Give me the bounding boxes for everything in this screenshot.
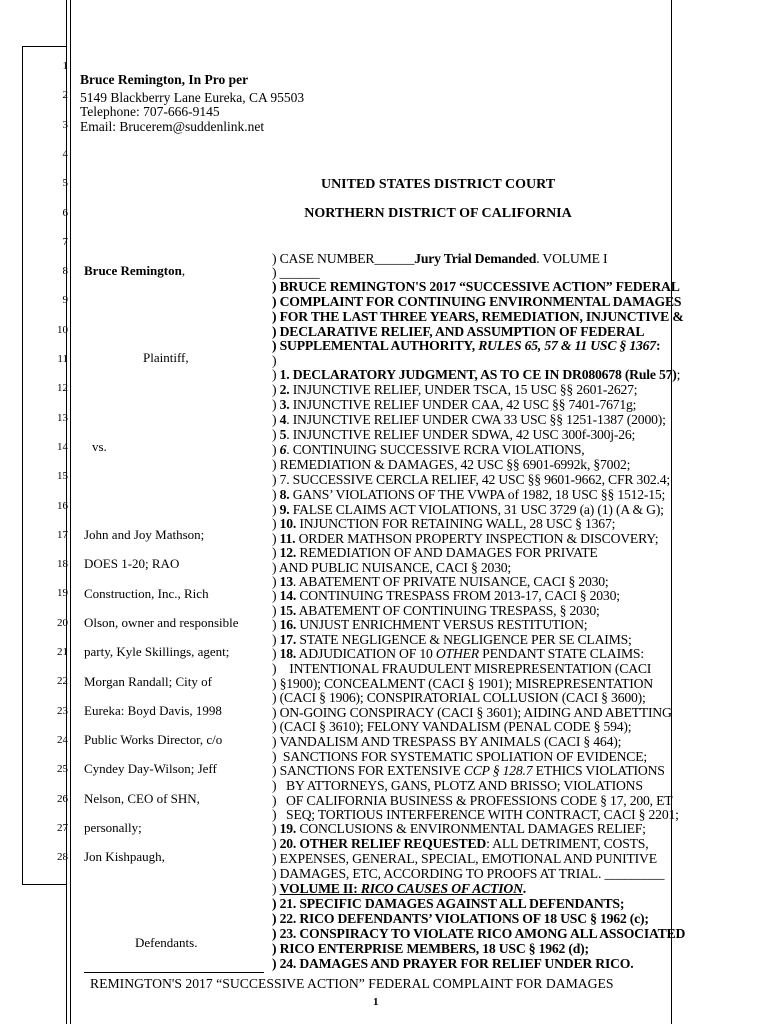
item-7: ) 7. SUCCESSIVE CERCLA RELIEF, 42 USC §§ 9601-9662, CFR 302.4;: [272, 472, 670, 487]
defendant-line: personally;: [84, 820, 142, 835]
complaint-title-last-line: ) SUPPLEMENTAL AUTHORITY, RULES 65, 57 & 11 USC § 1367:: [272, 338, 661, 353]
item-11: ) 11. ORDER MATHSON PROPERTY INSPECTION & DISCOVERY;: [272, 531, 659, 546]
line-number: 3: [62, 118, 68, 131]
complaint-title-line: ) COMPLAINT FOR CONTINUING ENVIRONMENTAL DAMAGES: [272, 294, 682, 309]
defendant-line: Nelson, CEO of SHN,: [84, 790, 200, 806]
line-number: 11: [57, 353, 68, 365]
item-16: ) 16. UNJUST ENRICHMENT VERSUS RESTITUTION;: [272, 617, 588, 632]
item-18-claim-line: ) (CACI § 3610); FELONY VANDALISM (PENAL CODE § 594);: [272, 719, 632, 735]
attorney-email: Email: Brucerem@suddenlink.net: [80, 119, 265, 134]
line-number: 18: [57, 558, 68, 571]
item-14: ) 14. CONTINUING TRESPASS FROM 2013-17, CACI § 2030;: [272, 588, 620, 603]
left-margin-bottom-line: [22, 884, 67, 885]
item-18-claim-line: ) VANDALISM AND TRESPASS BY ANIMALS (CACI § 464);: [272, 734, 622, 749]
line-number: 9: [62, 294, 68, 307]
item-18: ) 18. ADJUDICATION OF 10 OTHER PENDANT STATE CLAIMS:: [272, 646, 644, 661]
item-6-cont: ) REMEDIATION & DAMAGES, 42 USC §§ 6901-6992k, §7002;: [272, 457, 631, 472]
item-10: ) 10. INJUNCTION FOR RETAINING WALL, 28 USC § 1367;: [272, 516, 616, 531]
line-number: 12: [57, 382, 68, 395]
line-number: 26: [57, 792, 68, 805]
line-number: 22: [57, 675, 68, 688]
attorney-telephone: Telephone: 707-666-9145: [80, 104, 220, 119]
line-number: 2: [62, 89, 68, 102]
item-8: ) 8. GANS’ VIOLATIONS OF THE VWPA of 1982, 18 USC §§ 1512-15;: [272, 487, 666, 502]
item-17: ) 17. STATE NEGLIGENCE & NEGLIGENCE PER SE CLAIMS;: [272, 632, 632, 647]
defendant-line: party, Kyle Skillings, agent;: [84, 644, 230, 660]
complaint-title-line: ) DECLARATIVE RELIEF, AND ASSUMPTION OF FEDERAL: [272, 324, 645, 339]
left-margin-top-line: [22, 46, 67, 47]
line-number: 17: [57, 528, 68, 541]
attorney-name: Bruce Remington, In Pro per: [80, 72, 249, 87]
line-number: 23: [57, 704, 68, 717]
line-number: 19: [57, 587, 68, 600]
line-number: 5: [62, 177, 68, 190]
volume-2-item-24: ) 24. DAMAGES AND PRAYER FOR RELIEF UNDER RICO.: [272, 956, 634, 971]
attorney-address: 5149 Blackberry Lane Eureka, CA 95503: [80, 90, 305, 105]
volume-2-item-22: ) 22. RICO DEFENDANTS’ VIOLATIONS OF 18 USC § 1962 (c);: [272, 911, 649, 926]
line-number: 10: [57, 323, 68, 336]
line-number: 14: [57, 440, 68, 453]
volume-2-item-23-cont: ) RICO ENTERPRISE MEMBERS, 18 USC § 1962 (d);: [272, 941, 589, 956]
defendant-line: Morgan Randall; City of: [84, 673, 212, 689]
item-18-more-line: ) BY ATTORNEYS, GANS, PLOTZ AND BRISSO; VIOLATIONS: [272, 778, 643, 793]
line-number: 6: [62, 206, 68, 219]
line-number: 8: [62, 265, 68, 278]
court-name: UNITED STATES DISTRICT COURT: [320, 177, 556, 192]
page-number: 1: [373, 996, 379, 1008]
line-number: 7: [62, 235, 68, 248]
defendant-line: John and Joy Mathson;: [84, 527, 205, 542]
item-18-more-line: ) OF CALIFORNIA BUSINESS & PROFESSIONS CODE § 17, 200, ET: [272, 792, 673, 808]
item-1: ) 1. DECLARATORY JUDGMENT, AS TO CE IN DR080678 (Rule 57);: [272, 367, 681, 382]
volume-2-heading: ) VOLUME II: RICO CAUSES OF ACTION.: [272, 881, 527, 896]
line-number: 28: [57, 851, 68, 864]
plaintiff-name: Bruce Remington,: [84, 263, 186, 278]
item-9: ) 9. FALSE CLAIMS ACT VIOLATIONS, 31 USC 3729 (a) (1) (A & G);: [272, 502, 664, 517]
item-18-more-line: ) SEQ; TORTIOUS INTERFERENCE WITH CONTRACT, CACI § 2201;: [272, 807, 679, 823]
defendant-line: Eureka: Boyd Davis, 1998: [84, 702, 222, 718]
defendant-line: Olson, owner and responsible: [84, 614, 239, 630]
line-number: 20: [57, 616, 68, 629]
item-18-claim-line: ) (CACI § 1906); CONSPIRATORIAL COLLUSION (CACI § 3600);: [272, 690, 646, 706]
defendant-line: Construction, Inc., Rich: [84, 585, 209, 601]
item-18-claim-line: ) INTENTIONAL FRAUDULENT MISREPRESENTATION (CACI: [272, 661, 652, 676]
court-district: NORTHERN DISTRICT OF CALIFORNIA: [304, 206, 572, 221]
line-number: 13: [57, 411, 68, 424]
complaint-title-line: ) BRUCE REMINGTON'S 2017 “SUCCESSIVE ACTION” FEDERAL: [272, 279, 680, 294]
item-2: ) 2. INJUNCTIVE RELIEF, UNDER TSCA, 15 USC §§ 2601-2627;: [272, 382, 638, 397]
case-number-line: ) CASE NUMBER______Jury Trial Demanded. VOLUME I: [272, 251, 608, 266]
item-20: ) 20. OTHER RELIEF REQUESTED: ALL DETRIMENT, COSTS,: [272, 836, 649, 851]
footer-title: REMINGTON'S 2017 “SUCCESSIVE ACTION” FEDERAL COMPLAINT FOR DAMAGES: [90, 976, 614, 991]
item-12: ) 12. REMEDIATION OF AND DAMAGES FOR PRIVATE: [272, 545, 598, 560]
line-number: 4: [62, 147, 68, 160]
footer-rule: [84, 972, 264, 973]
defendant-line: Public Works Director, c/o: [84, 732, 223, 748]
item-18-ccp: ) SANCTIONS FOR EXTENSIVE CCP § 128.7 ETHICS VIOLATIONS: [272, 763, 665, 778]
complaint-title-line: ) FOR THE LAST THREE YEARS, REMEDIATION, INJUNCTIVE &: [272, 309, 684, 324]
left-margin-outer-line: [22, 46, 23, 884]
line-number: 25: [57, 763, 68, 776]
line-number: 16: [57, 499, 68, 512]
item-13: ) 13. ABATEMENT OF PRIVATE NUISANCE, CACI § 2030;: [272, 574, 609, 589]
item-5: ) 5. INJUNCTIVE RELIEF UNDER SDWA, 42 USC 300f-300j-26;: [272, 427, 636, 442]
item-4: ) 4. INJUNCTIVE RELIEF UNDER CWA 33 USC §§ 1251-1387 (2000);: [272, 412, 666, 427]
volume-2-item-21: ) 21. SPECIFIC DAMAGES AGAINST ALL DEFENDANTS;: [272, 896, 625, 911]
item-15: ) 15. ABATEMENT OF CONTINUING TRESPASS, § 2030;: [272, 603, 600, 618]
item-20-last: ) DAMAGES, ETC, ACCORDING TO PROOFS AT TRIAL. _________: [272, 866, 665, 881]
item-18-claim-line: ) §1900); CONCEALMENT (CACI § 1901); MISREPRESENTATION: [272, 675, 653, 691]
item-18-claim-line: ) SANCTIONS FOR SYSTEMATIC SPOLIATION OF EVIDENCE;: [272, 748, 647, 764]
vs-label: vs.: [92, 439, 107, 454]
volume-2-item-23: ) 23. CONSPIRACY TO VIOLATE RICO AMONG ALL ASSOCIATED: [272, 926, 686, 941]
item-6: ) 6. CONTINUING SUCCESSIVE RCRA VIOLATIONS,: [272, 442, 585, 457]
item-18-claim-line: ) ON-GOING CONSPIRACY (CACI § 3601); AIDING AND ABETTING: [272, 704, 672, 720]
line-number: 27: [57, 821, 68, 834]
caption-paren: ): [272, 353, 277, 368]
defendant-line: Jon Kishpaugh,: [84, 849, 165, 865]
item-20-cont: ) EXPENSES, GENERAL, SPECIAL, EMOTIONAL AND PUNITIVE: [272, 851, 657, 866]
item-12-cont: ) AND PUBLIC NUISANCE, CACI § 2030;: [272, 560, 512, 575]
line-number: 1: [62, 60, 68, 72]
item-3: ) 3. INJUNCTIVE RELIEF UNDER CAA, 42 USC §§ 7401-7671g;: [272, 397, 637, 412]
caption-blank-line: ) ______: [272, 265, 320, 280]
left-margin-inner-line-2: [70, 0, 71, 1024]
defendant-line: Cyndey Day-Wilson; Jeff: [84, 761, 217, 777]
plaintiff-label: Plaintiff,: [143, 350, 189, 365]
defendants-label: Defendants.: [135, 935, 198, 950]
line-number: 24: [57, 733, 68, 746]
line-number: 15: [57, 470, 68, 483]
line-number: 21: [57, 646, 68, 658]
defendant-line: DOES 1-20; RAO: [84, 556, 180, 572]
item-19: ) 19. CONCLUSIONS & ENVIRONMENTAL DAMAGES RELIEF;: [272, 821, 646, 836]
right-margin-line: [671, 0, 672, 1024]
